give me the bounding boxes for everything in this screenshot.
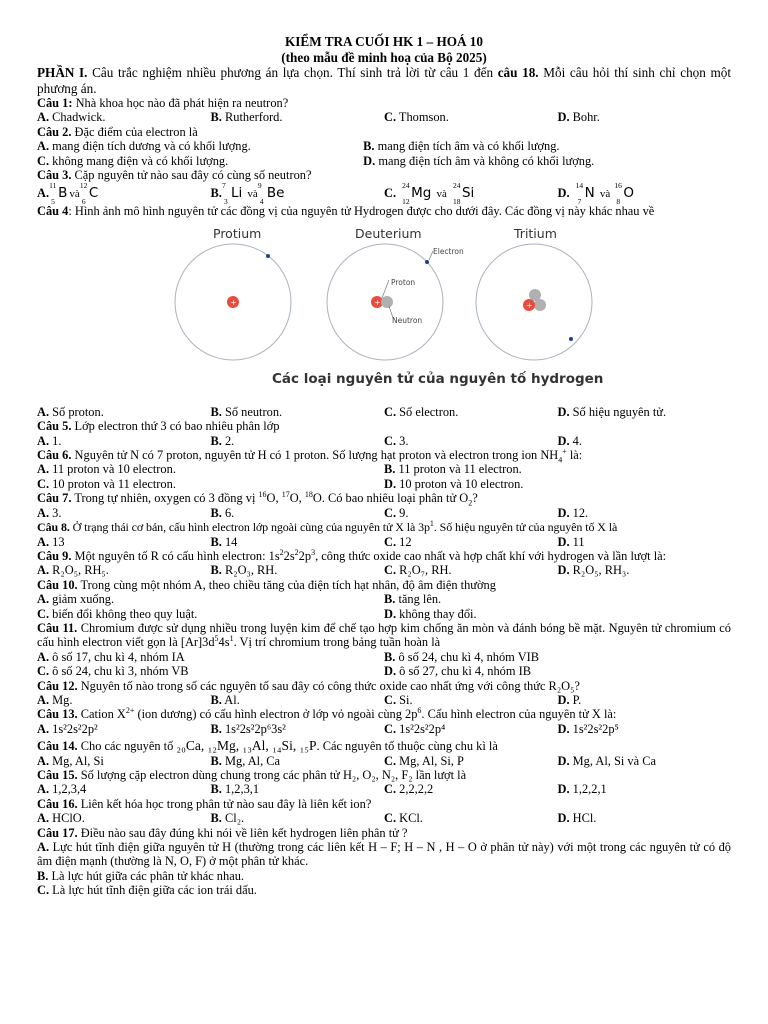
option-d[interactable]: D. 12.: [557, 505, 589, 520]
option-a[interactable]: A. Mg, Al, Si: [37, 753, 104, 768]
option-a[interactable]: A. 1s²2s²2p²: [37, 721, 98, 736]
question-15: Câu 15. Số lượng cặp electron dùng chung trong các phân tử H₂, O₂, N₂, F₂ lần lượt là: [37, 768, 467, 782]
option-d[interactable]: D. 14 7 N và 16 8 O: [557, 181, 635, 207]
option-d[interactable]: D. Mg, Al, Si và Ca: [557, 753, 656, 768]
option-d[interactable]: D. Bohr.: [557, 110, 600, 125]
question-3: Câu 3. Cặp nguyên tử nào sau đây có cùng số neutron?: [37, 168, 312, 183]
option-d[interactable]: D. R₂O₅, RH₃.: [557, 563, 630, 578]
question-14: Câu 14. Cho các nguyên tố ₂₀Ca, ₁₂Mg, ₁₃Al, ₁₄Si, ₁₅P. Các nguyên tố thuộc cùng chu kì là: [37, 738, 498, 754]
option-b[interactable]: B. 14: [210, 534, 238, 549]
option-b[interactable]: B. 11 proton và 11 electron.: [384, 462, 522, 477]
q14-options: [37, 754, 731, 768]
q5-options: [37, 434, 731, 448]
question-10: Câu 10. Trong cùng một nhóm A, theo chiều tăng của điện tích hạt nhân, độ âm điện thường: [37, 577, 496, 592]
option-a[interactable]: A. R₂O₅, RH₅.: [37, 563, 109, 578]
q15-options: [37, 782, 731, 796]
q2-options-cd: [37, 154, 731, 168]
deuterium-label: Deuterium: [355, 225, 422, 241]
option-b[interactable]: B. R₂O₃, RH.: [210, 563, 278, 578]
option-a[interactable]: A. 1,2,3,4: [37, 782, 87, 797]
question-13: Câu 13. Cation $X^{2+}$ (ion dương) có cấu hình electron ở lớp vỏ ngoài cùng $2p^6$. Cấu hình electron của nguyên tử X là:: [37, 706, 617, 722]
tritium-label: Tritium: [514, 225, 557, 241]
isotope: 12 6 C: [79, 181, 99, 207]
isotope: 24 12 Mg: [402, 181, 432, 207]
plus-sign: +: [374, 297, 381, 307]
q16-options: [37, 811, 731, 825]
isotope: 9 4 Be: [257, 181, 285, 207]
option-c[interactable]: C. Thomson.: [384, 110, 449, 125]
question-17: Câu 17. Điều nào sau đây đúng khi nói về liên kết hydrogen liên phân tử ?: [37, 825, 408, 840]
question-5: Câu 5. Lớp electron thứ 3 có bao nhiêu phân lớp: [37, 419, 280, 434]
q13-options: [37, 722, 731, 736]
exam-page: [37, 34, 731, 898]
exam-subtitle: (theo mẫu đề minh hoạ của Bộ 2025): [281, 49, 487, 65]
option-d[interactable]: D. HCl.: [557, 811, 597, 826]
q7-options: [37, 506, 731, 520]
option-b[interactable]: B. Là lực hút giữa các phân tử khác nhau.: [37, 868, 244, 883]
figure-caption: Các loại nguyên tử của nguyên tố hydrogen: [272, 370, 604, 387]
q1-options: [37, 110, 731, 124]
option-c[interactable]: C. R₂O₇, RH.: [384, 563, 452, 578]
exam-title: KIỂM TRA CUỐI HK 1 – HOÁ 10: [285, 34, 483, 49]
isotope: 7 3 Li: [221, 181, 243, 207]
protium-label: Protium: [213, 225, 262, 241]
option-b[interactable]: B. Số neutron.: [210, 404, 283, 419]
question-11: Câu 11. Chromium được sử dụng nhiều trong luyện kim để chế tạo hợp kim chống ăn mòn và đánh bóng bề mặt. Nguyên tử chromium có cấu hình electron viết gọn là $[Ar]3d^54s^1$. Vị trí chromium trong bảng tuần hoàn là: [37, 620, 731, 650]
isotope: 11 5 B: [49, 181, 68, 207]
option-d[interactable]: D. 4.: [557, 433, 582, 448]
option-a[interactable]: A. giảm xuống.: [37, 592, 115, 607]
part-text: Câu trắc nghiệm nhiều phương án lựa chọn. Thí sinh trả lời từ câu 1 đến: [92, 65, 494, 80]
option-c[interactable]: C. Số electron.: [384, 404, 459, 419]
q9-options: [37, 563, 731, 577]
option-a[interactable]: A. ô số 17, chu kì 4, nhóm IA: [37, 649, 185, 664]
option-c[interactable]: C. KCl.: [384, 811, 423, 826]
option-b[interactable]: B. 7 3 Li và 9 4 Be: [210, 181, 285, 207]
question-9: Câu 9. Một nguyên tố R có cấu hình electron: $1s^22s^22p^3$, công thức oxide cao nhất và hợp chất khí với hydrogen và lần lượt là:: [37, 547, 667, 563]
option-c[interactable]: C. biến đổi không theo quy luật.: [37, 606, 198, 621]
question-8: Câu 8. Ở trạng thái cơ bản, cấu hình electron lớp ngoài cùng của nguyên tử X là $3p^1$. Số hiệu nguyên tử của nguyên tố X là: [37, 519, 618, 535]
option-c[interactable]: C. Là lực hút tĩnh điện giữa các ion trái dấu.: [37, 883, 257, 898]
option-a[interactable]: A. 1.: [37, 433, 62, 448]
option-b[interactable]: B. 1,2,3,1: [210, 782, 260, 797]
option-b[interactable]: B. tăng lên.: [384, 592, 442, 607]
q11-options-cd: [37, 664, 731, 678]
option-b[interactable]: B. Al.: [210, 692, 240, 707]
atom-diagrams: [37, 225, 731, 375]
option-a[interactable]: A. mang điện tích dương và có khối lượng.: [37, 139, 251, 154]
q11-options-ab: [37, 650, 731, 664]
option-a[interactable]: A. 11 5 B và 12 6 C: [37, 181, 99, 207]
q10-options-ab: [37, 592, 731, 606]
question-2: Câu 2. Đặc điểm của electron là: [37, 124, 198, 139]
option-b[interactable]: B. 1s²2s²2p⁶3s²: [210, 721, 286, 736]
electron-label: Electron: [433, 246, 464, 256]
option-a[interactable]: A. 11 proton và 10 electron.: [37, 462, 176, 477]
isotope: 16 8 O: [614, 181, 635, 207]
option-c[interactable]: C. 9.: [384, 505, 409, 520]
question-6: Câu 6. Nguyên tử N có 7 proton, nguyên tử H có 1 proton. Số lượng hạt proton và electron trong ion $NH_4^+$ là:: [37, 446, 583, 465]
option-b[interactable]: B. 6.: [210, 505, 235, 520]
question-4: Câu 4: Hình ảnh mô hình nguyên tử các đồng vị của nguyên tử Hydrogen được cho dưới đây. Các đồng vị này khác nhau về: [37, 204, 655, 219]
option-d[interactable]: D. mang điện tích âm và không có khối lượng.: [363, 153, 595, 168]
q-label: Câu 1:: [37, 96, 73, 110]
option-c[interactable]: C. 2,2,2,2: [384, 782, 434, 797]
part-bold: câu 18.: [497, 65, 539, 80]
isotope: 14 7 N: [575, 181, 595, 207]
option-d[interactable]: D. ô số 27, chu kì 4, nhóm IB: [384, 664, 531, 679]
part-label: PHẦN I.: [37, 65, 88, 80]
option-a[interactable]: A. 13: [37, 534, 65, 549]
isotope: 24 18 Si: [452, 181, 475, 207]
option-c[interactable]: C. 10 proton và 11 electron.: [37, 476, 176, 491]
option-a[interactable]: A. Mg.: [37, 692, 73, 707]
q2-options-ab: [37, 139, 731, 153]
option-c[interactable]: C. 12: [384, 534, 412, 549]
q6-options-ab: [37, 462, 731, 476]
option-a[interactable]: A. Lực hút tĩnh điện giữa nguyên tử H (thường trong các liên kết H – F; H – N , H – O ở phân tử này) với một trong các nguyên tử có độ âm điện mạnh (thường là N, O, F) ở một phân tử khác.: [37, 840, 731, 869]
option-d[interactable]: D. 10 proton và 10 electron.: [384, 476, 524, 491]
q8-options: [37, 535, 731, 549]
option-d[interactable]: D. 1,2,2,1: [557, 782, 607, 797]
option-c[interactable]: C. 1s²2s²2p⁴: [384, 721, 446, 736]
option-b[interactable]: B. 2.: [210, 433, 235, 448]
option-d[interactable]: D. 11: [557, 534, 585, 549]
neutron-label: Neutron: [392, 315, 423, 325]
hydrogen-isotopes-figure: [37, 225, 731, 401]
option-c[interactable]: C. Mg, Al, Si, P: [384, 753, 464, 768]
proton-label: Proton: [391, 277, 416, 287]
option-a[interactable]: A. Chadwick.: [37, 110, 106, 125]
deuterium-atom: [327, 244, 443, 360]
option-c[interactable]: C. 24 12 Mg và 24 18 Si: [384, 181, 475, 207]
q6-options-cd: [37, 477, 731, 491]
part1-intro: [37, 65, 731, 96]
question-7: Câu 7. Trong tự nhiên, oxygen có 3 đồng vị $^{16}$O, $^{17}$O, $^{18}$O. Có bao nhiêu loại phân tử $O_2$?: [37, 490, 478, 508]
option-d[interactable]: D. không thay đổi.: [384, 606, 477, 621]
option-c[interactable]: C. 3.: [384, 433, 409, 448]
tritium-atom: [476, 244, 592, 360]
question-12: Câu 12. Nguyên tố nào trong số các nguyên tố sau đây có công thức oxide cao nhất ứng với công thức R₂O₅?: [37, 678, 580, 693]
option-c[interactable]: C. không mang điện và có khối lượng.: [37, 153, 229, 168]
question-16: Câu 16. Liên kết hóa học trong phân tử nào sau đây là liên kết ion?: [37, 796, 372, 811]
option-b[interactable]: B. ô số 24, chu kì 4, nhóm VIB: [384, 649, 540, 664]
option-b[interactable]: B. Rutherford.: [210, 110, 283, 125]
q-text: Nhà khoa học nào đã phát hiện ra neutron?: [75, 96, 289, 110]
option-a[interactable]: A. 3.: [37, 505, 62, 520]
plus-sign: +: [230, 297, 237, 307]
option-a[interactable]: A. HClO.: [37, 811, 85, 826]
option-d[interactable]: D. P.: [557, 692, 582, 707]
option-c[interactable]: C. Si.: [384, 692, 413, 707]
option-d[interactable]: D. 1s²2s²2p⁵: [557, 721, 619, 736]
part-text-b: Mỗi câu hỏi thí sinh chỉ chọn một phương án.: [37, 65, 732, 96]
option-d[interactable]: D. Số hiệu nguyên tử.: [557, 404, 667, 419]
option-b[interactable]: B. mang điện tích âm và có khối lượng.: [363, 139, 560, 154]
question-1: [37, 96, 731, 110]
q12-options: [37, 693, 731, 707]
plus-sign: +: [526, 300, 533, 310]
q10-options-cd: [37, 607, 731, 621]
q4-options: [37, 405, 731, 419]
q3-options: [37, 181, 731, 207]
option-b[interactable]: B. Mg, Al, Ca: [210, 753, 281, 768]
option-b[interactable]: B. Cl₂.: [210, 811, 245, 826]
option-c[interactable]: C. ô số 24, chu kì 3, nhóm VB: [37, 664, 189, 679]
option-a[interactable]: A. Số proton.: [37, 404, 104, 419]
